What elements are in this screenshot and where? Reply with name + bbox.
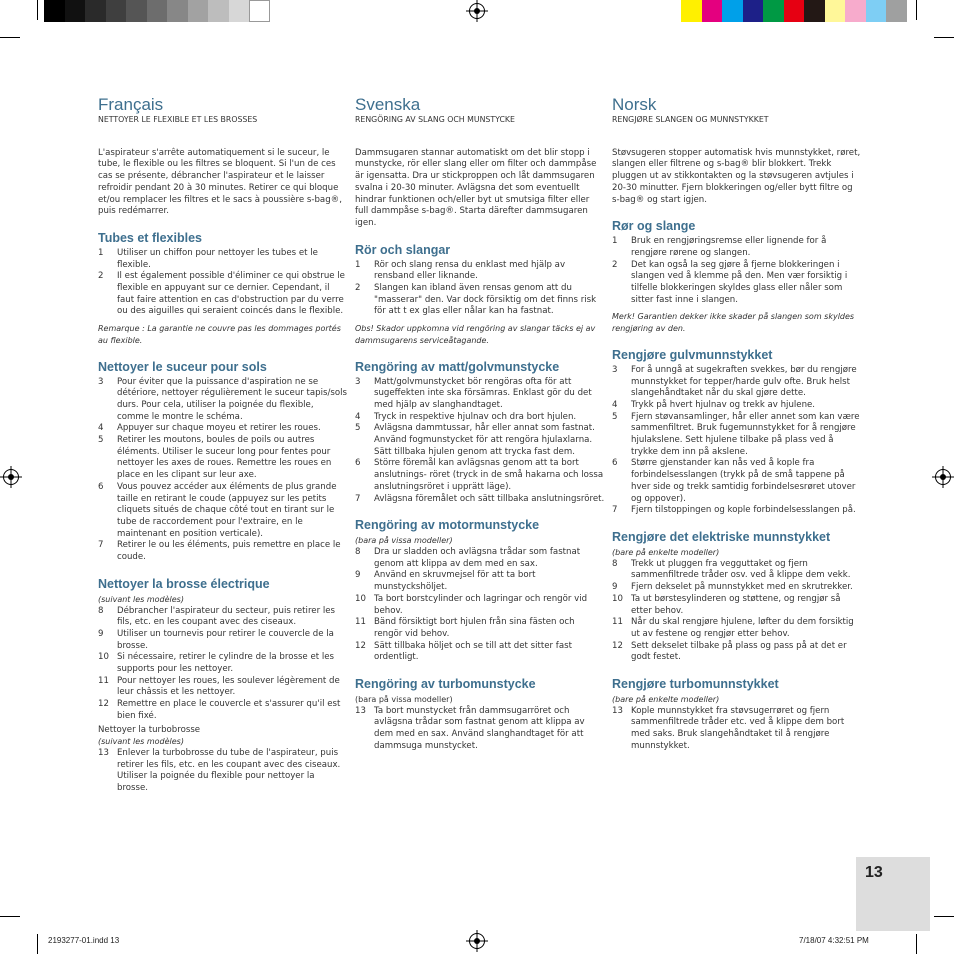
note: Merk! Garantien dekker ikke skader på slangen som skyldes rengjøring av den. (612, 312, 855, 334)
item-number: 2 (612, 259, 618, 270)
list-item (98, 540, 348, 563)
section-heading: Rengöring av matt/golvmunstycke (355, 359, 560, 374)
color-swatch (702, 0, 723, 22)
list-item (355, 458, 605, 493)
item-number: 5 (355, 423, 361, 434)
section-heading: Rengjøre turbomunnstykket (612, 677, 779, 692)
item-number: 2 (355, 283, 361, 294)
color-swatch (106, 0, 127, 22)
section-heading: Nettoyer la brosse électrique (98, 576, 270, 591)
list-item (355, 412, 605, 424)
instruction-list (612, 365, 862, 517)
item-number: 8 (98, 605, 104, 616)
list-item (355, 283, 605, 318)
section-heading: Nettoyer le suceur pour sols (98, 359, 267, 374)
item-text: Utiliser un chiffon pour nettoyer les tubes et le flexible. (117, 247, 318, 270)
instruction-list (612, 559, 862, 664)
item-number: 2 (98, 271, 104, 282)
list-item (355, 377, 605, 412)
list-item (355, 706, 605, 753)
section-heading: Rør og slange (612, 219, 696, 234)
list-item (612, 458, 862, 505)
crop-mark (0, 37, 20, 38)
item-text: Når du skal rengjøre hjulene, løfter du dem forsiktig ut av festene og rengjør etter behov. (631, 617, 854, 639)
page-number-box (856, 857, 930, 931)
list-item (98, 699, 348, 722)
item-number: 5 (98, 435, 104, 446)
note: Remarque : La garantie ne couvre pas les dommages portés au flexible. (98, 324, 341, 345)
item-text: Appuyer sur chaque moyeu et retirer les roues. (117, 423, 321, 434)
item-text: Bruk en rengjøringsremse eller lignende for å rengjøre rørene og slangen. (631, 236, 827, 258)
item-text: Matt/golvmunstycket bör rengöras ofta för att sugeffekten inte ska försämras. Enklast gör du det med hjälp av slanghandtaget. (374, 376, 592, 410)
model-hint: (suivant les modèles) (98, 594, 184, 604)
item-number: 13 (98, 747, 109, 758)
item-text: Fjern støvansamlinger, hår eller annet som kan være sammenfiltret. Bruk fugemunnstykket for å rengjøre hjulakslene. Sett hjulene tilbake på plass ved å trykke dem inn på akslene. (631, 411, 860, 457)
item-number: 12 (355, 640, 366, 651)
color-swatch (249, 0, 270, 22)
instruction-list (98, 606, 348, 723)
item-text: For å unngå at sugekraften svekkes, bør du rengjøre munnstykket for tepper/harde gulv ofte. Bruk helst slangehåndtaket når du skal gjøre dette. (631, 364, 857, 399)
crop-mark (916, 0, 917, 20)
item-number: 12 (98, 699, 109, 710)
list-item (612, 505, 862, 517)
color-swatch (866, 0, 887, 22)
item-number: 3 (612, 364, 618, 375)
item-text: Retirer les moutons, boules de poils ou autres éléments. Utiliser le suceur long pour fentes pour nettoyer les axes de roues. Remettre les roues en place en les clipant sur leur axe. (117, 435, 332, 481)
color-swatch (208, 0, 229, 22)
item-number: 6 (98, 481, 104, 492)
item-number: 1 (355, 259, 361, 270)
list-item (355, 423, 605, 458)
item-number: 12 (612, 640, 623, 651)
item-number: 9 (612, 582, 618, 593)
model-hint: (bara på vissa modeller) (355, 695, 453, 705)
intro-paragraph: Dammsugaren stannar automatiskt om det blir stopp i munstycke, rör eller slang eller om filter och dammpåse är igensatta. Dra ur stickproppen och låt dammsugaren svalna i 20-30 minuter. Avlägsna det som eventuellt hindrar funktionen och/eller byt ut smutsiga filter eller full dammpåse s-bag®. Starta därefter dammsugaren igen. (355, 147, 597, 228)
list-item (612, 400, 862, 412)
color-swatch (763, 0, 784, 22)
color-swatch (126, 0, 147, 22)
instruction-list (612, 236, 862, 306)
item-number: 4 (98, 423, 104, 434)
registration-mark-icon (469, 3, 485, 19)
instruction-list (98, 248, 348, 318)
intro-paragraph: Støvsugeren stopper automatisk hvis munnstykket, røret, slangen eller filtrene og s-bag® blir blokkert. Trekk pluggen ut av stikkontakten og la støvsugeren avtjules i 20-30 minutter. Fjern blokkeringen og/eller bytt filtre og s-bag® og start igjen. (612, 147, 861, 205)
item-text: Det kan også la seg gjøre å fjerne blokkeringen i slangen ved å klemme på den. Men vær forsiktig i tilfelle blokkeringen skyldes glass eller nåler som sitter fast inne i slangen. (631, 259, 848, 305)
color-swatch (65, 0, 86, 22)
instruction-list (355, 377, 605, 506)
language-title: Svenska (355, 95, 421, 114)
color-swatch (681, 0, 702, 22)
item-number: 8 (612, 558, 618, 569)
color-swatch (167, 0, 188, 22)
item-text: Il est également possible d'éliminer ce qui obstrue le flexible en appuyant sur ce dernier. Cependant, il faut faire attention en cas d'obstruction par du verre ou des aiguilles qui seraient coincés dans le flexible. (117, 271, 345, 317)
item-number: 1 (612, 236, 618, 247)
color-swatch (44, 0, 65, 22)
item-number: 1 (98, 247, 104, 258)
color-swatch (229, 0, 250, 22)
language-title: Français (98, 95, 164, 114)
item-text: Fjern dekselet på munnstykket med en skrutrekker. (631, 582, 853, 593)
item-text: Trykk på hvert hjulnav og trekk av hjulene. (631, 399, 816, 410)
item-text: Bänd försiktigt bort hjulen från sina fästen och rengör vid behov. (374, 617, 575, 639)
item-number: 13 (612, 705, 623, 716)
item-number: 9 (98, 628, 104, 639)
column-francais (98, 96, 348, 795)
item-text: Ta bort munstycket från dammsugarröret och avlägsna trådar som fastnat genom att klippa av dem med en sax. Använd slanghandtaget för att dammsuga munstycket. (374, 705, 585, 751)
list-item (612, 365, 862, 400)
slug-file: 2193277-01.indd 13 (48, 936, 120, 945)
item-text: Avlägsna dammtussar, hår eller annat som fastnat. Använd fogmunstycket för att rengöra hjulaxlarna. Sätt tillbaka hjulen genom att trycka fast dem. (374, 423, 595, 457)
item-number: 10 (98, 652, 109, 663)
list-item (612, 236, 862, 259)
section-heading: Rengjøre det elektriske munnstykket (612, 529, 831, 544)
color-swatch (886, 0, 907, 22)
item-number: 11 (355, 617, 366, 628)
color-swatch (804, 0, 825, 22)
registration-mark-icon (3, 469, 19, 485)
turbo-label: Nettoyer la turbobrosse (98, 724, 201, 735)
item-text: Débrancher l'aspirateur du secteur, puis retirer les fils, etc. en les coupant avec des ciseaux. (117, 605, 335, 628)
list-item (98, 652, 348, 675)
list-item (98, 748, 348, 795)
crop-mark (0, 916, 20, 917)
list-item (98, 377, 348, 424)
item-number: 10 (355, 593, 366, 604)
list-item (355, 641, 605, 664)
item-text: Sett dekselet tilbake på plass og pass på at det er godt festet. (631, 640, 847, 663)
item-text: Använd en skruvmejsel för att ta bort munstyckshöljet. (374, 570, 536, 593)
item-text: Slangen kan ibland även rensas genom att du "masserar" den. Var dock försiktig om det finns risk för att t ex glas eller nålar kan ha fastnat. (374, 283, 597, 317)
color-swatch (188, 0, 209, 22)
item-number: 6 (355, 458, 361, 469)
item-number: 7 (355, 493, 361, 504)
crop-mark (934, 916, 954, 917)
item-text: Kople munnstykket fra støvsugerrøret og fjern sammenfiltrede tråder etc. ved å klippe dem bort med saks. Bruk slangehåndtaket til å rengjøre munnstykket. (631, 705, 845, 751)
crop-mark (934, 37, 954, 38)
list-item (98, 482, 348, 541)
item-number: 9 (355, 570, 361, 581)
registration-mark-icon (469, 933, 485, 949)
crop-mark (37, 934, 38, 954)
section-subtitle: RENGÖRING AV SLANG OCH MUNSTYCKE (355, 115, 515, 124)
slug-date: 7/18/07 4:32:51 PM (799, 936, 869, 945)
item-number: 3 (355, 376, 361, 387)
list-item (98, 271, 348, 318)
item-text: Pour éviter que la puissance d'aspiration ne se détériore, nettoyer régulièrement le suceur tapis/sols durs. Pour cela, utiliser la poignée du flexible, comme le montre le schéma. (117, 376, 347, 422)
list-item (612, 594, 862, 617)
instruction-list (355, 260, 605, 319)
section-heading: Rengöring av turbomunstycke (355, 677, 536, 692)
column-norsk (612, 96, 862, 753)
instruction-list (355, 547, 605, 664)
list-item (355, 594, 605, 617)
intro-paragraph: L'aspirateur s'arrête automatiquement si le suceur, le tube, le flexible ou les filtres se bloquent. Si l'un de ces cas se présente, débrancher l'aspirateur et le laisser refroidir pendant 20 à 30 minutes. Retirer ce qui bloque et/ou remplacer les filtres et le sacs à poussière s-bag®, puis redémarrer. (98, 147, 342, 217)
list-item (355, 547, 605, 570)
color-swatch (825, 0, 846, 22)
list-item (98, 423, 348, 435)
list-item (612, 412, 862, 459)
column-svenska (355, 96, 605, 753)
model-hint: (bare på enkelte modeller) (612, 695, 720, 705)
item-text: Avlägsna föremålet och sätt tillbaka anslutningsröret. (374, 493, 605, 504)
section-heading: Rengjøre gulvmunnstykket (612, 347, 773, 362)
item-text: Enlever la turbobrosse du tube de l'aspirateur, puis retirer les fils, etc. en les coupant avec des ciseaux. Utiliser la poignée du flexible pour nettoyer la brosse. (117, 747, 341, 794)
section-subtitle: RENGJØRE SLANGEN OG MUNNSTYKKET (612, 115, 769, 124)
item-text: Utiliser un tournevis pour retirer le couvercle de la brosse. (117, 628, 334, 651)
registration-mark-icon (935, 469, 951, 485)
item-text: Ta bort borstcylinder och lagringar och rengör vid behov. (374, 593, 588, 616)
list-item (98, 248, 348, 271)
list-item (98, 606, 348, 629)
section-heading: Tubes et flexibles (98, 230, 202, 245)
list-item (612, 559, 862, 582)
note: Obs! Skador uppkomna vid rengöring av slangar täcks ej av dammsugarens serviceåtagande. (355, 324, 596, 345)
item-text: Rör och slang rensa du enklast med hjälp av rensband eller liknande. (374, 259, 566, 282)
item-number: 7 (98, 540, 104, 551)
list-item (98, 676, 348, 699)
section-heading: Rengöring av motormunstycke (355, 518, 540, 533)
list-item (355, 617, 605, 640)
model-hint: (bara på vissa modeller) (355, 536, 453, 546)
list-item (355, 260, 605, 283)
item-text: Större föremål kan avlägsnas genom att ta bort anslutnings- röret (tryck in de små hakarna och lossa anslutningsröret i upprätt läge). (374, 458, 604, 492)
process-color-bar (681, 0, 907, 22)
instruction-list (612, 706, 862, 753)
list-item (355, 570, 605, 593)
item-text: Trekk ut pluggen fra vegguttaket og fjern sammenfiltrede tråder osv. ved å klippe dem vekk. (631, 558, 851, 581)
item-text: Større gjenstander kan nås ved å kople fra forbindelsesslangen (trykk på de små tappene på hver side og trekk samtidig forbindelsesrøret utover og oppover). (631, 458, 856, 504)
section-heading: Rör och slangar (355, 242, 451, 257)
item-number: 11 (98, 675, 109, 686)
item-number: 5 (612, 411, 618, 422)
color-swatch (147, 0, 168, 22)
item-number: 7 (612, 505, 618, 516)
language-title: Norsk (612, 95, 657, 114)
list-item (612, 260, 862, 307)
color-swatch (85, 0, 106, 22)
item-number: 8 (355, 546, 361, 557)
model-hint: (suivant les modèles) (98, 737, 184, 747)
item-text: Pour nettoyer les roues, les soulever légèrement de leur châssis et les nettoyer. (117, 675, 340, 698)
crop-mark (916, 934, 917, 954)
instruction-list (98, 377, 348, 564)
instruction-list (355, 706, 605, 753)
item-text: Retirer le ou les éléments, puis remettre en place le coude. (117, 540, 341, 563)
color-swatch (845, 0, 866, 22)
item-text: Sätt tillbaka höljet och se till att det sitter fast ordentligt. (374, 640, 572, 663)
page-number: 13 (865, 864, 883, 881)
list-item (612, 617, 862, 640)
item-number: 3 (98, 376, 104, 387)
item-text: Si nécessaire, retirer le cylindre de la brosse et les supports pour les nettoyer. (117, 652, 334, 675)
list-item (612, 706, 862, 753)
item-number: 13 (355, 705, 366, 716)
item-number: 11 (612, 617, 623, 628)
model-hint: (bare på enkelte modeller) (612, 547, 720, 557)
color-swatch (743, 0, 764, 22)
item-text: Dra ur sladden och avlägsna trådar som fastnat genom att klippa av dem med en sax. (374, 546, 581, 569)
item-number: 4 (612, 399, 618, 410)
item-number: 10 (612, 593, 623, 604)
instruction-list (98, 748, 348, 795)
crop-mark (37, 0, 38, 20)
item-number: 4 (355, 411, 361, 422)
item-text: Ta ut børstesylinderen og støttene, og rengjør så etter behov. (631, 593, 841, 616)
list-item (612, 582, 862, 594)
item-text: Remettre en place le couvercle et s'assurer qu'il est bien fixé. (117, 699, 341, 721)
item-text: Fjern tilstoppingen og kople forbindelsesslangen på. (631, 505, 856, 516)
item-text: Vous pouvez accéder aux éléments de plus grande taille en retirant le coude (appuyez sur les petits cliquets situés de chaque côté tout en tirant sur le tube de raccordement pour l'extraire, en le maintenant en position verticale). (117, 481, 337, 539)
list-item (355, 494, 605, 506)
item-text: Tryck in respektive hjulnav och dra bort hjulen. (374, 411, 577, 422)
color-swatch (722, 0, 743, 22)
item-number: 6 (612, 458, 618, 469)
section-subtitle: NETTOYER LE FLEXIBLE ET LES BROSSES (98, 115, 258, 124)
list-item (98, 629, 348, 652)
list-item (98, 435, 348, 482)
list-item (612, 641, 862, 664)
color-swatch (784, 0, 805, 22)
grayscale-color-bar (44, 0, 270, 22)
